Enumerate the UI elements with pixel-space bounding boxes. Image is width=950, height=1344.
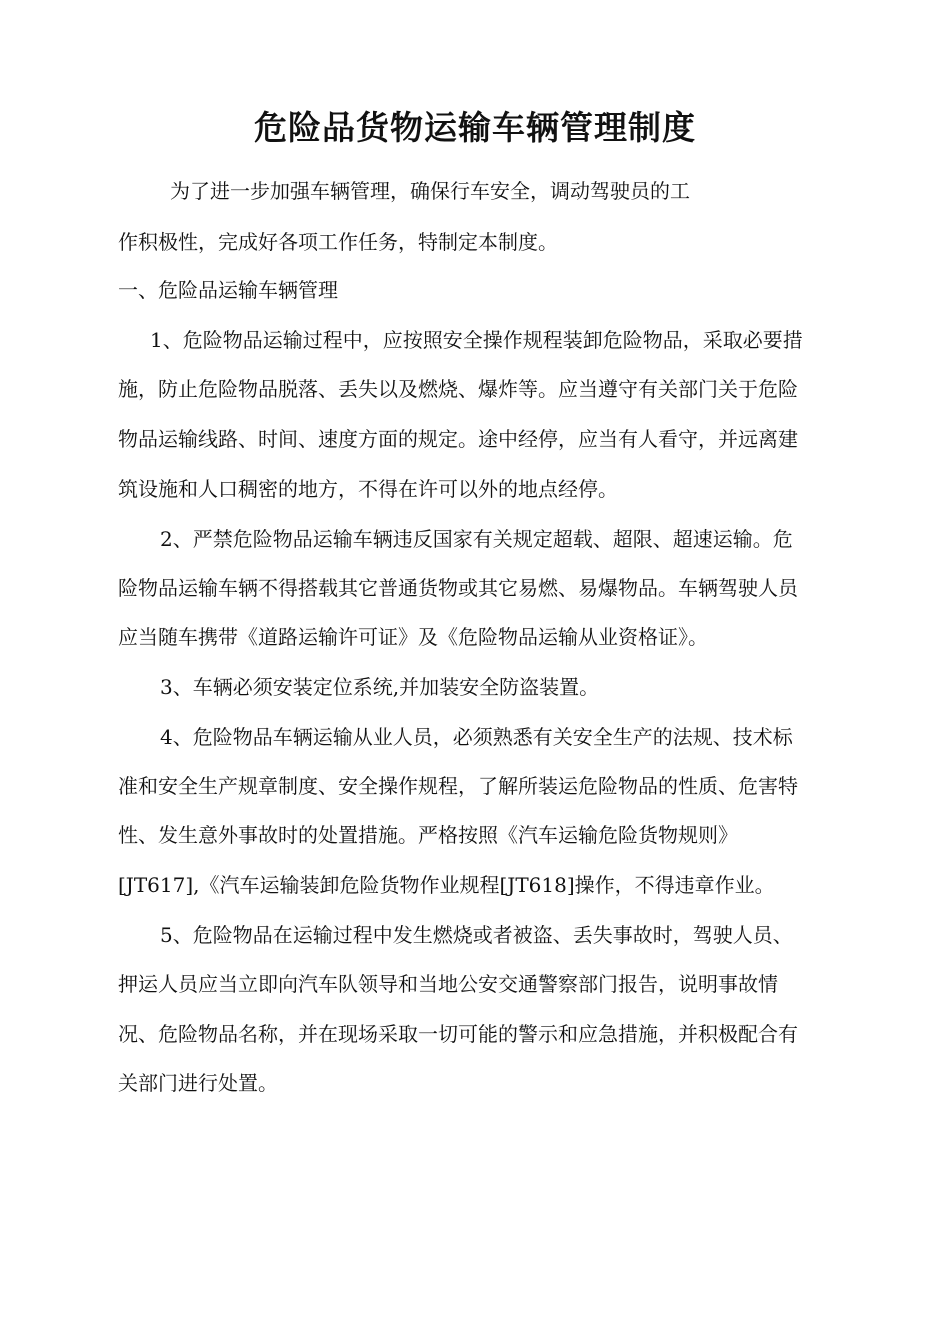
item-3-line-1: 3、车辆必须安装定位系统,并加装安全防盗装置。 [160,675,600,699]
item-4-line-3: 性、发生意外事故时的处置措施。严格按照《汽车运输危险货物规则》 [118,823,738,847]
intro-line-1: 为了进一步加强车辆管理，确保行车安全，调动驾驶员的工 [170,179,690,203]
item-5-line-3: 况、危险物品名称，并在现场采取一切可能的警示和应急措施，并积极配合有 [118,1022,798,1046]
document-title: 危险品货物运输车辆管理制度 [254,108,696,147]
item-5-line-2: 押运人员应当立即向汽车队领导和当地公安交通警察部门报告，说明事故情 [118,972,778,996]
item-1-line-4: 筑设施和人口稠密的地方，不得在许可以外的地点经停。 [118,477,618,501]
item-1-line-1: 1、危险物品运输过程中，应按照安全操作规程装卸危险物品，采取必要措 [150,328,803,352]
item-4-line-2: 准和安全生产规章制度、安全操作规程，了解所装运危险物品的性质、危害特 [118,774,798,798]
item-2-line-3: 应当随车携带《道路运输许可证》及《危险物品运输从业资格证》。 [118,625,708,649]
section-heading: 一、危险品运输车辆管理 [118,278,338,302]
item-5-line-4: 关部门进行处置。 [118,1071,278,1095]
intro-line-2: 作积极性，完成好各项工作任务，特制定本制度。 [118,230,558,254]
item-2-line-2: 险物品运输车辆不得搭载其它普通货物或其它易燃、易爆物品。车辆驾驶人员 [118,576,798,600]
item-2-line-1: 2、严禁危险物品运输车辆违反国家有关规定超载、超限、超速运输。危 [160,527,793,551]
item-1-line-3: 物品运输线路、时间、速度方面的规定。途中经停，应当有人看守，并远离建 [118,427,798,451]
item-1-line-2: 施，防止危险物品脱落、丢失以及燃烧、爆炸等。应当遵守有关部门关于危险 [118,377,798,401]
item-4-line-4: [JT617],《汽车运输装卸危险货物作业规程[JT618]操作，不得违章作业。 [118,873,775,897]
item-4-line-1: 4、危险物品车辆运输从业人员，必须熟悉有关安全生产的法规、技术标 [160,725,793,749]
item-5-line-1: 5、危险物品在运输过程中发生燃烧或者被盗、丢失事故时，驾驶人员、 [160,923,793,947]
